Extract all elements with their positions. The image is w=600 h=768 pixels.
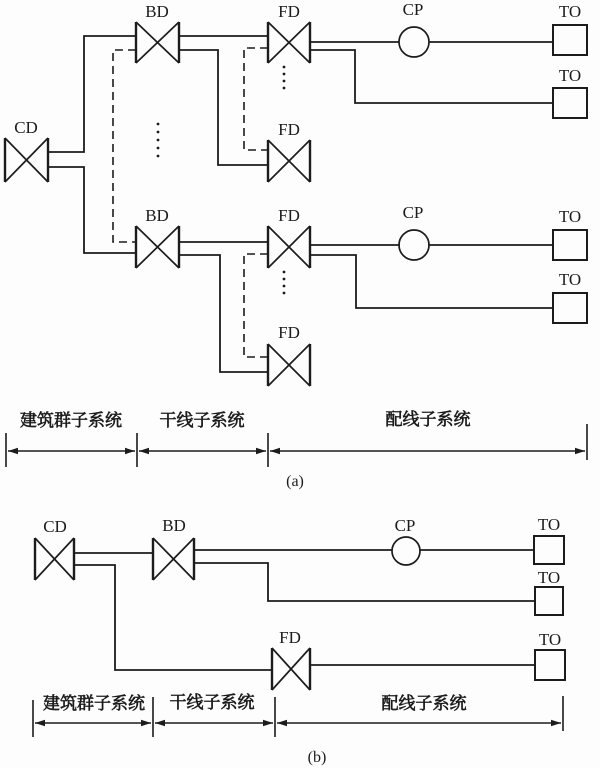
to4-box <box>553 293 587 323</box>
fd-b-symbol <box>272 648 310 690</box>
to3-label: TO <box>558 207 582 226</box>
measure-a <box>6 424 587 467</box>
fd3-label: FD <box>278 206 300 225</box>
caption-b: (b) <box>307 749 327 766</box>
bd1-label: BD <box>145 2 169 21</box>
wire-cd-bd2 <box>48 167 136 253</box>
cp1-label: CP <box>402 0 424 19</box>
to2-label: TO <box>558 66 582 85</box>
ellipsis-below-fd1 <box>283 66 286 90</box>
bd-b-label: BD <box>162 516 186 535</box>
horizontal-subsystem-label-b: 配线子系统 <box>381 694 467 713</box>
to1-b-box <box>534 536 564 564</box>
horizontal-subsystem-label-a: 配线子系统 <box>385 410 471 429</box>
ellipsis-below-fd3 <box>283 271 286 295</box>
dashed-link-fd3-fd4 <box>244 254 268 357</box>
cp-b-symbol <box>392 537 420 565</box>
backbone-subsystem-label-a: 干线子系统 <box>159 411 245 430</box>
to1-b-label: TO <box>537 515 561 534</box>
ellipsis-between-bd-groups <box>157 123 160 158</box>
wire-bd-to2-b <box>194 563 535 601</box>
to2-b-label: TO <box>537 568 561 587</box>
wire-bd1-fd2 <box>179 50 268 165</box>
cd-b-symbol <box>35 538 74 580</box>
wire-bd2-fd4 <box>179 255 268 372</box>
bd2-label: BD <box>145 206 169 225</box>
wire-cd-fd-b <box>74 565 272 670</box>
cp1-symbol <box>399 27 429 57</box>
campus-subsystem-label-a: 建筑群子系统 <box>20 411 122 430</box>
fd4-label: FD <box>278 323 300 342</box>
bd2-symbol <box>136 226 179 268</box>
to4-label: TO <box>558 270 582 289</box>
cp-b-label: CP <box>394 516 416 535</box>
to2-box <box>553 88 587 118</box>
to1-label: TO <box>558 2 582 21</box>
to1-box <box>553 25 587 55</box>
panel-a <box>5 0 587 490</box>
fd1-symbol <box>268 22 310 63</box>
backbone-subsystem-label-b: 干线子系统 <box>169 693 255 712</box>
fd4-symbol <box>268 344 310 386</box>
fd2-label: FD <box>278 120 300 139</box>
dashed-link-fd1-fd2 <box>244 48 268 150</box>
to2-b-box <box>535 587 563 615</box>
cd-symbol <box>5 138 48 182</box>
bd-b-symbol <box>153 538 194 580</box>
panel-b <box>33 515 565 766</box>
campus-subsystem-label-b: 建筑群子系统 <box>43 694 145 713</box>
bd1-symbol <box>136 22 179 63</box>
wire-cd-bd1 <box>48 36 136 152</box>
to3-b-label: TO <box>538 630 562 649</box>
fd3-symbol <box>268 226 310 268</box>
fd-b-label: FD <box>279 628 301 647</box>
caption-a: (a) <box>286 473 304 490</box>
fd1-label: FD <box>278 2 300 21</box>
to3-box <box>553 230 587 260</box>
cp2-symbol <box>399 230 429 260</box>
cd-b-label: CD <box>43 517 67 536</box>
to3-b-box <box>535 650 565 680</box>
fd2-symbol <box>268 140 310 182</box>
wire-fd1-to2 <box>310 50 553 103</box>
cd-label: CD <box>14 118 38 137</box>
wire-fd3-to4 <box>310 255 553 308</box>
cp2-label: CP <box>402 203 424 222</box>
dashed-link-bd1-bd2 <box>113 50 136 242</box>
